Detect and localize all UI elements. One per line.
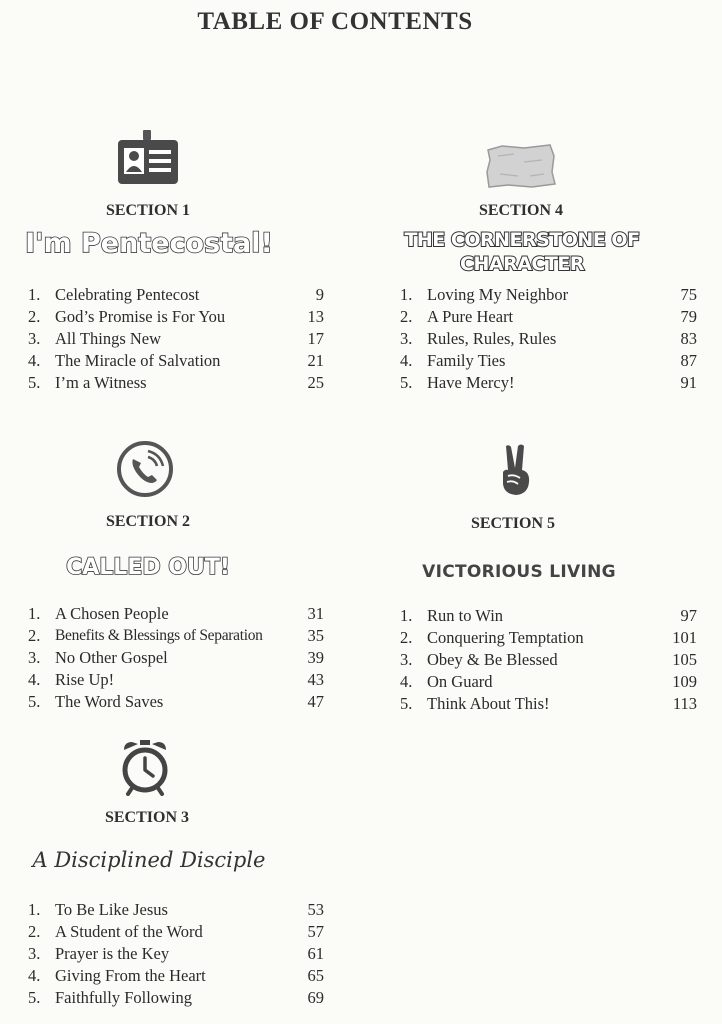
entry-title: On Guard bbox=[427, 672, 493, 691]
entry-list bbox=[400, 284, 697, 394]
entry-title: Family Ties bbox=[427, 351, 506, 370]
entry-title: To Be Like Jesus bbox=[55, 900, 168, 919]
section-label: SECTION 4 bbox=[478, 202, 564, 219]
alarm-clock-icon bbox=[118, 738, 172, 801]
entry-page: 75 bbox=[680, 285, 697, 304]
entry-title: Faithfully Following bbox=[55, 988, 193, 1007]
section-title: A Disciplined Disciple bbox=[32, 848, 266, 872]
toc-entry bbox=[28, 328, 324, 350]
entry-title: Rise Up! bbox=[55, 670, 115, 689]
entry-number: 3. bbox=[28, 329, 41, 348]
entry-title: Conquering Temptation bbox=[427, 628, 584, 647]
toc-entry bbox=[28, 284, 324, 306]
section-title: I'm Pentecostal! bbox=[25, 228, 273, 259]
entry-page: 13 bbox=[307, 307, 324, 326]
toc-entry bbox=[400, 671, 697, 693]
section-title: VICTORIOUS LIVING bbox=[422, 562, 616, 582]
section-title-line-1: THE CORNERSTONE OF bbox=[404, 229, 640, 251]
entry-number: 2. bbox=[28, 626, 41, 645]
entry-number: 3. bbox=[400, 329, 413, 348]
entry-title: God’s Promise is For You bbox=[55, 307, 226, 326]
toc-entry bbox=[400, 605, 697, 627]
entry-list bbox=[400, 605, 697, 715]
entry-page: 21 bbox=[307, 351, 324, 370]
entry-page: 31 bbox=[307, 604, 324, 623]
entry-title: A Student of the Word bbox=[55, 922, 203, 941]
entry-number: 5. bbox=[400, 694, 413, 713]
toc-entry bbox=[400, 693, 697, 715]
toc-entry bbox=[400, 372, 697, 394]
entry-number: 3. bbox=[400, 650, 413, 669]
entry-page: 109 bbox=[672, 672, 697, 691]
entry-title: No Other Gospel bbox=[55, 648, 168, 667]
victory-hand-icon bbox=[496, 442, 536, 503]
entry-page: 69 bbox=[307, 988, 324, 1007]
toc-entry bbox=[400, 284, 697, 306]
entry-title: All Things New bbox=[55, 329, 162, 348]
entry-title: Rules, Rules, Rules bbox=[427, 329, 557, 348]
section-label: SECTION 1 bbox=[105, 202, 191, 219]
toc-entry bbox=[28, 306, 324, 328]
entry-title: A Pure Heart bbox=[427, 307, 514, 326]
entry-page: 53 bbox=[307, 900, 324, 919]
entry-page: 87 bbox=[680, 351, 697, 370]
page-title: TABLE OF CONTENTS bbox=[197, 8, 473, 35]
entry-number: 4. bbox=[400, 351, 413, 370]
entry-number: 1. bbox=[28, 604, 41, 623]
section-title: CALLED OUT! bbox=[66, 555, 230, 580]
entry-page: 105 bbox=[672, 650, 697, 669]
toc-entry bbox=[28, 965, 324, 987]
entry-number: 2. bbox=[400, 307, 413, 326]
entry-number: 2. bbox=[28, 307, 41, 326]
entry-number: 5. bbox=[28, 373, 41, 392]
section-title-line-2: CHARACTER bbox=[460, 253, 584, 275]
entry-title: Have Mercy! bbox=[427, 373, 515, 392]
entry-page: 83 bbox=[680, 329, 697, 348]
entry-title: Loving My Neighbor bbox=[427, 285, 569, 304]
toc-entry bbox=[28, 899, 324, 921]
entry-title: The Word Saves bbox=[55, 692, 164, 711]
toc-entry bbox=[400, 649, 697, 671]
entry-page: 65 bbox=[307, 966, 324, 985]
entry-title: Run to Win bbox=[427, 606, 504, 625]
entry-number: 1. bbox=[28, 285, 41, 304]
entry-page: 61 bbox=[307, 944, 324, 963]
entry-page: 97 bbox=[680, 606, 697, 625]
entry-page: 17 bbox=[307, 329, 324, 348]
entry-title: Think About This! bbox=[427, 694, 550, 713]
section-label: SECTION 5 bbox=[470, 515, 556, 532]
toc-entry bbox=[400, 627, 697, 649]
entry-title: Prayer is the Key bbox=[55, 944, 170, 963]
entry-number: 3. bbox=[28, 648, 41, 667]
entry-title: I’m a Witness bbox=[55, 373, 147, 392]
id-badge-icon bbox=[115, 128, 181, 191]
entry-title: Obey & Be Blessed bbox=[427, 650, 558, 669]
toc-entry bbox=[28, 647, 324, 669]
toc-entry bbox=[28, 921, 324, 943]
entry-title: Celebrating Pentecost bbox=[55, 285, 200, 304]
entry-number: 3. bbox=[28, 944, 41, 963]
section-label: SECTION 2 bbox=[105, 513, 191, 530]
entry-number: 4. bbox=[28, 351, 41, 370]
entry-number: 2. bbox=[400, 628, 413, 647]
entry-page: 91 bbox=[680, 373, 697, 392]
entry-number: 5. bbox=[400, 373, 413, 392]
toc-entry bbox=[28, 625, 324, 647]
entry-title: Giving From the Heart bbox=[55, 966, 206, 985]
entry-list bbox=[28, 603, 324, 713]
section-label: SECTION 3 bbox=[104, 809, 190, 826]
entry-number: 5. bbox=[28, 988, 41, 1007]
entry-page: 43 bbox=[307, 670, 324, 689]
entry-page: 39 bbox=[307, 648, 324, 667]
toc-entry bbox=[28, 372, 324, 394]
toc-entry bbox=[28, 669, 324, 691]
toc-entry bbox=[28, 691, 324, 713]
entry-page: 9 bbox=[315, 285, 324, 304]
entry-page: 57 bbox=[307, 922, 324, 941]
toc-entry bbox=[28, 603, 324, 625]
toc-entry bbox=[28, 943, 324, 965]
entry-page: 113 bbox=[672, 694, 697, 713]
entry-number: 2. bbox=[28, 922, 41, 941]
entry-page: 79 bbox=[680, 307, 697, 326]
entry-title: A Chosen People bbox=[55, 604, 169, 623]
entry-title: The Miracle of Salvation bbox=[55, 351, 221, 370]
phone-call-icon bbox=[116, 440, 174, 503]
entry-number: 1. bbox=[400, 606, 413, 625]
entry-number: 4. bbox=[400, 672, 413, 691]
toc-entry bbox=[400, 306, 697, 328]
entry-page: 25 bbox=[307, 373, 324, 392]
entry-number: 4. bbox=[28, 966, 41, 985]
entry-number: 1. bbox=[28, 900, 41, 919]
toc-entry bbox=[28, 987, 324, 1009]
stone-block-icon bbox=[484, 142, 558, 195]
entry-page: 101 bbox=[672, 628, 697, 647]
entry-title: Benefits & Blessings of Separation bbox=[55, 627, 263, 644]
entry-list bbox=[28, 284, 324, 394]
entry-page: 35 bbox=[307, 626, 324, 645]
entry-number: 5. bbox=[28, 692, 41, 711]
entry-number: 4. bbox=[28, 670, 41, 689]
toc-entry bbox=[400, 328, 697, 350]
entry-list bbox=[28, 899, 324, 1009]
entry-number: 1. bbox=[400, 285, 413, 304]
entry-page: 47 bbox=[307, 692, 324, 711]
toc-entry bbox=[28, 350, 324, 372]
toc-entry bbox=[400, 350, 697, 372]
